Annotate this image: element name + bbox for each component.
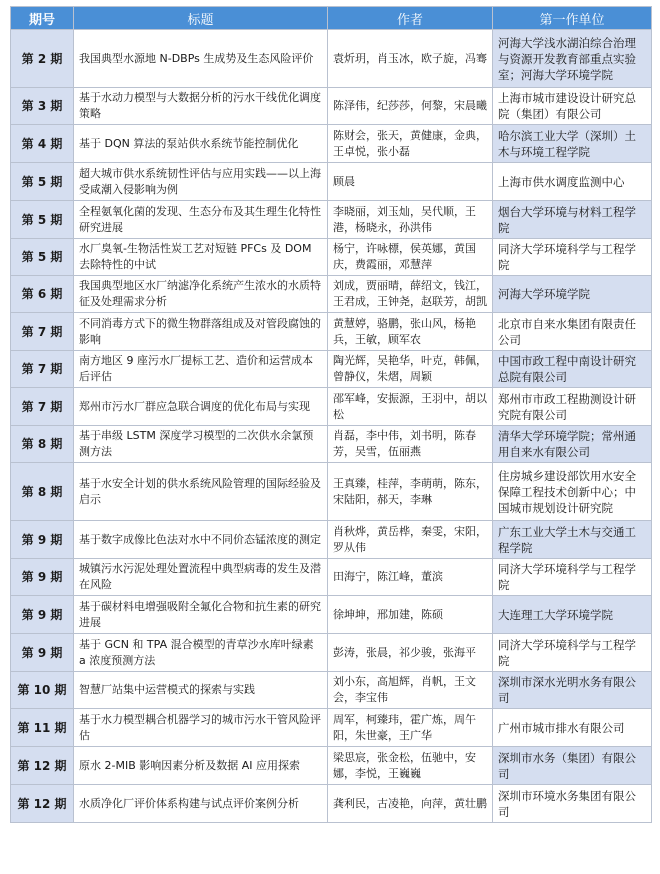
row-issue: 第 2 期 bbox=[11, 30, 74, 88]
row-authors: 陈泽伟，纪莎莎，何黎，宋晨曦 bbox=[328, 88, 493, 125]
row-authors: 黄慧婷，骆鹏，张山风，杨艳兵，王敏，顾军农 bbox=[328, 313, 493, 351]
row-title: 原水 2-MIB 影响因素分析及数据 AI 应用探索 bbox=[74, 747, 328, 785]
row-title: 城镇污水污泥处理处置流程中典型病毒的发生及潜在风险 bbox=[74, 559, 328, 596]
row-title: 基于数字成像比色法对水中不同价态锰浓度的测定 bbox=[74, 521, 328, 559]
row-issue: 第 9 期 bbox=[11, 634, 74, 672]
row-authors: 杨宁，许咏標，侯英娜，黄国庆，费霞丽，邓慧萍 bbox=[328, 239, 493, 276]
table-row bbox=[11, 521, 652, 559]
table-row bbox=[11, 125, 652, 163]
header-issue: 期号 bbox=[11, 7, 74, 30]
row-authors: 梁思宸，张金松，伍驰中，安娜，李悦，王巍巍 bbox=[328, 747, 493, 785]
row-title: 基于水力模型耦合机器学习的城市污水干管风险评估 bbox=[74, 709, 328, 747]
row-authors: 邵军峰，安振源，王羽中，胡以松 bbox=[328, 388, 493, 426]
row-unit: 河海大学环境学院 bbox=[493, 276, 652, 313]
table-row bbox=[11, 634, 652, 672]
row-title: 水质净化厂评价体系构建与试点评价案例分析 bbox=[74, 785, 328, 823]
row-title: 基于碳材料电增强吸附全氟化合物和抗生素的研究进展 bbox=[74, 596, 328, 634]
row-issue: 第 7 期 bbox=[11, 351, 74, 388]
row-issue: 第 9 期 bbox=[11, 596, 74, 634]
row-title: 基于 GCN 和 TPA 混合模型的青草沙水库叶绿素 a 浓度预测方法 bbox=[74, 634, 328, 672]
row-authors: 田海宁，陈江峰，董滨 bbox=[328, 559, 493, 596]
row-issue: 第 9 期 bbox=[11, 559, 74, 596]
row-unit: 深圳市环境水务集团有限公司 bbox=[493, 785, 652, 823]
row-authors: 刘成，贾丽晴，薛绍文，钱江，王君成，王钟尧，赵联芳，胡凯 bbox=[328, 276, 493, 313]
row-title: 南方地区 9 座污水厂提标工艺、造价和运营成本后评估 bbox=[74, 351, 328, 388]
row-unit: 烟台大学环境与材料工程学院 bbox=[493, 201, 652, 239]
table-row bbox=[11, 201, 652, 239]
row-issue: 第 12 期 bbox=[11, 785, 74, 823]
table-row bbox=[11, 559, 652, 596]
row-unit: 中国市政工程中南设计研究总院有限公司 bbox=[493, 351, 652, 388]
row-unit: 住房城乡建设部饮用水安全保障工程技术创新中心；中国城市规划设计研究院 bbox=[493, 463, 652, 521]
row-authors: 彭涛，张晨，祁少骏，张海平 bbox=[328, 634, 493, 672]
row-unit: 同济大学环境科学与工程学院 bbox=[493, 634, 652, 672]
table-row bbox=[11, 785, 652, 823]
row-authors: 陶光辉，吴艳华，叶克，韩佩，曾静仪，朱熠，周颖 bbox=[328, 351, 493, 388]
table-row bbox=[11, 426, 652, 463]
row-issue: 第 11 期 bbox=[11, 709, 74, 747]
row-authors: 徐坤坤，邢加建，陈硕 bbox=[328, 596, 493, 634]
row-authors: 袁炘玥，肖玉冰，欧子旋，冯骞 bbox=[328, 30, 493, 88]
row-unit: 郑州市市政工程勘测设计研究院有限公司 bbox=[493, 388, 652, 426]
row-authors: 李晓丽，刘玉灿，吴代顺，王港，杨晓永，孙洪伟 bbox=[328, 201, 493, 239]
papers-table bbox=[10, 6, 652, 823]
table-row bbox=[11, 709, 652, 747]
row-issue: 第 10 期 bbox=[11, 672, 74, 709]
row-unit: 深圳市水务（集团）有限公司 bbox=[493, 747, 652, 785]
table-row bbox=[11, 351, 652, 388]
row-authors: 肖秋烨，黄岳桦，秦雯，宋阳，罗从伟 bbox=[328, 521, 493, 559]
row-issue: 第 8 期 bbox=[11, 426, 74, 463]
row-issue: 第 9 期 bbox=[11, 521, 74, 559]
row-title: 郑州市污水厂群应急联合调度的优化布局与实现 bbox=[74, 388, 328, 426]
row-authors: 王真臻，桂萍，李萌萌，陈东，宋陆阳，郝天，李琳 bbox=[328, 463, 493, 521]
header-unit: 第一作单位 bbox=[493, 7, 652, 30]
row-issue: 第 5 期 bbox=[11, 239, 74, 276]
row-issue: 第 4 期 bbox=[11, 125, 74, 163]
table-header bbox=[11, 7, 652, 30]
row-unit: 清华大学环境学院；常州通用自来水有限公司 bbox=[493, 426, 652, 463]
row-unit: 北京市自来水集团有限责任公司 bbox=[493, 313, 652, 351]
row-authors: 刘小东，高旭辉，肖帆，王文会，李宝伟 bbox=[328, 672, 493, 709]
header-title: 标题 bbox=[74, 7, 328, 30]
table-row bbox=[11, 747, 652, 785]
row-unit: 深圳市深水光明水务有限公司 bbox=[493, 672, 652, 709]
row-unit: 广东工业大学土木与交通工程学院 bbox=[493, 521, 652, 559]
table-row bbox=[11, 388, 652, 426]
table-row bbox=[11, 463, 652, 521]
row-authors: 陈财会，张天，黄健康，金典，王卓悦，张小磊 bbox=[328, 125, 493, 163]
table-row bbox=[11, 88, 652, 125]
row-unit: 上海市供水调度监测中心 bbox=[493, 163, 652, 201]
row-authors: 龚利民，古凌艳，向萍，黄壮鹏 bbox=[328, 785, 493, 823]
row-title: 我国典型地区水厂纳滤净化系统产生浓水的水质特征及处理需求分析 bbox=[74, 276, 328, 313]
row-issue: 第 5 期 bbox=[11, 163, 74, 201]
row-unit: 同济大学环境科学与工程学院 bbox=[493, 559, 652, 596]
row-issue: 第 7 期 bbox=[11, 313, 74, 351]
row-title: 基于 DQN 算法的泵站供水系统节能控制优化 bbox=[74, 125, 328, 163]
row-unit: 哈尔滨工业大学（深圳）土木与环境工程学院 bbox=[493, 125, 652, 163]
table-row bbox=[11, 239, 652, 276]
table-body bbox=[11, 30, 652, 823]
row-unit: 河海大学浅水湖泊综合治理与资源开发教育部重点实验室；河海大学环境学院 bbox=[493, 30, 652, 88]
row-title: 基于水安全计划的供水系统风险管理的国际经验及启示 bbox=[74, 463, 328, 521]
row-title: 水厂臭氧-生物活性炭工艺对短链 PFCs 及 DOM 去除特性的中试 bbox=[74, 239, 328, 276]
table-row bbox=[11, 596, 652, 634]
table-row bbox=[11, 672, 652, 709]
row-title: 基于水动力模型与大数据分析的污水干线优化调度策略 bbox=[74, 88, 328, 125]
header-authors: 作者 bbox=[328, 7, 493, 30]
row-unit: 广州市城市排水有限公司 bbox=[493, 709, 652, 747]
row-title: 我国典型水源地 N-DBPs 生成势及生态风险评价 bbox=[74, 30, 328, 88]
row-title: 智慧厂站集中运营模式的探索与实践 bbox=[74, 672, 328, 709]
row-title: 不同消毒方式下的微生物群落组成及对管段腐蚀的影响 bbox=[74, 313, 328, 351]
row-title: 全程氨氧化菌的发现、生态分布及其生理生化特性研究进展 bbox=[74, 201, 328, 239]
row-title: 超大城市供水系统韧性评估与应用实践——以上海受咸潮入侵影响为例 bbox=[74, 163, 328, 201]
row-issue: 第 6 期 bbox=[11, 276, 74, 313]
row-issue: 第 5 期 bbox=[11, 201, 74, 239]
table-row bbox=[11, 30, 652, 88]
row-authors: 顾晨 bbox=[328, 163, 493, 201]
row-issue: 第 12 期 bbox=[11, 747, 74, 785]
row-issue: 第 8 期 bbox=[11, 463, 74, 521]
row-issue: 第 7 期 bbox=[11, 388, 74, 426]
row-issue: 第 3 期 bbox=[11, 88, 74, 125]
row-authors: 肖磊，李中伟，刘书明，陈春芳，吴雪，伍丽燕 bbox=[328, 426, 493, 463]
row-unit: 上海市城市建设设计研究总院（集团）有限公司 bbox=[493, 88, 652, 125]
row-authors: 周军，柯臻玮，霍广炼，周午阳，朱世豪，王广华 bbox=[328, 709, 493, 747]
row-unit: 大连理工大学环境学院 bbox=[493, 596, 652, 634]
row-title: 基于串级 LSTM 深度学习模型的二次供水余氯预测方法 bbox=[74, 426, 328, 463]
table-row bbox=[11, 163, 652, 201]
table-row bbox=[11, 313, 652, 351]
row-unit: 同济大学环境科学与工程学院 bbox=[493, 239, 652, 276]
table-row bbox=[11, 276, 652, 313]
